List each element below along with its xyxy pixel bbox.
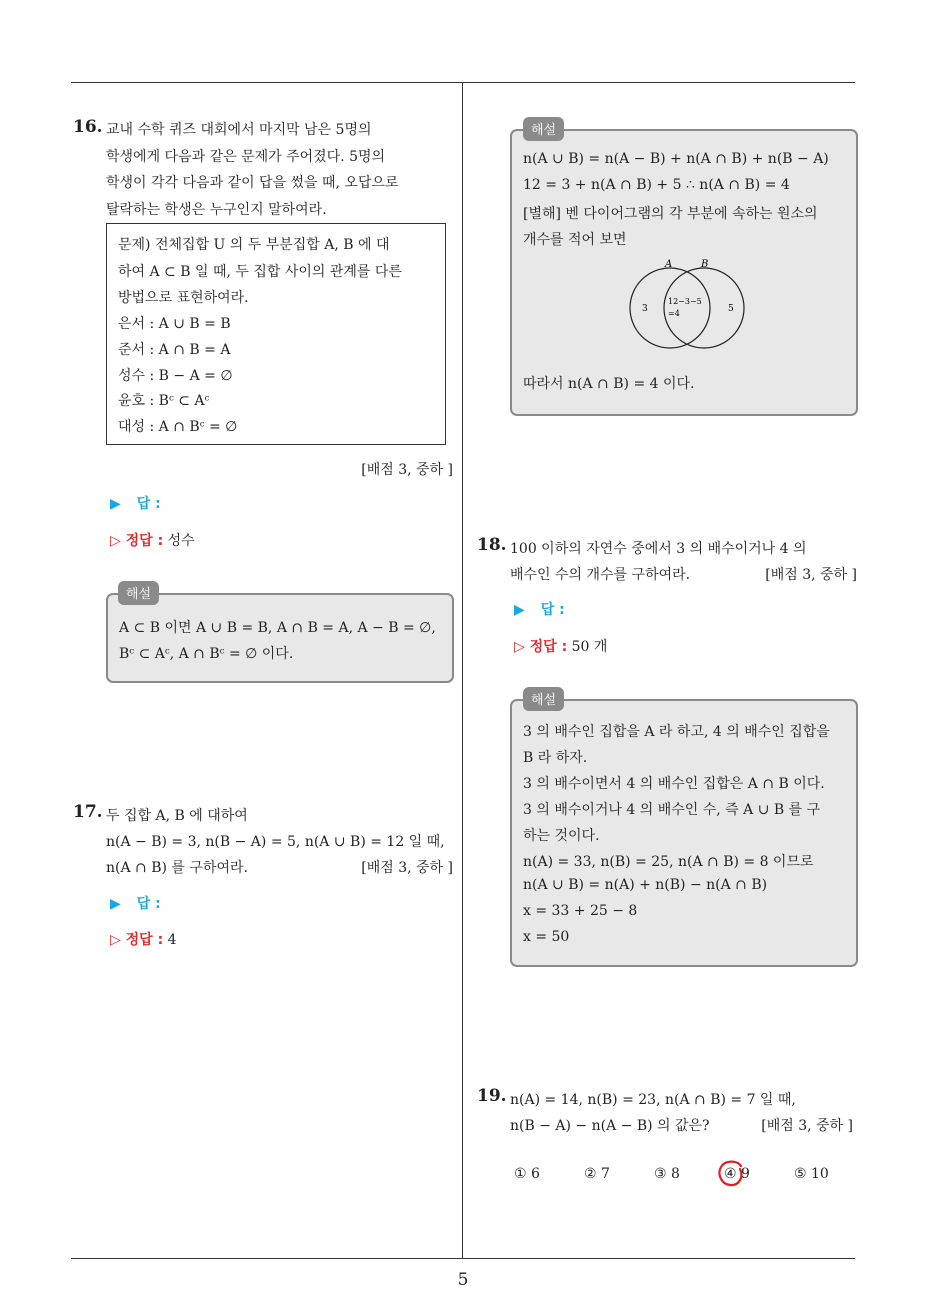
venn-label-a: A xyxy=(665,259,673,270)
q17-expl-conclusion: 따라서 n(A ∩ B) = 4 이다. xyxy=(523,376,695,392)
q18-explanation-box xyxy=(510,699,858,967)
q17-explanation-box xyxy=(510,129,858,416)
q18-expl-line: 하는 것이다. xyxy=(523,828,600,844)
play-triangle-icon: ▶ xyxy=(110,896,121,912)
q18-correct-answer xyxy=(514,636,607,656)
q17-expl-line: 개수를 적어 보면 xyxy=(523,232,627,248)
outline-triangle-icon: ▷ xyxy=(110,932,126,948)
venn-right-count: 5 xyxy=(728,304,734,314)
q18-expl-line: x = 33 + 25 − 8 xyxy=(523,903,638,919)
q19-choice-3[interactable]: ③ 8 xyxy=(654,1166,680,1182)
q17-number: 17. xyxy=(73,802,103,822)
q16-expl-line: A ⊂ B 이면 A ∪ B = B, A ∩ B = A, A − B = ∅, xyxy=(119,620,436,636)
correct-label: 정답 : xyxy=(125,932,164,948)
q18-expl-line: n(A ∪ B) = n(A) + n(B) − n(A ∩ B) xyxy=(523,877,768,893)
q16-box-line: 문제) 전체집합 U 의 두 부분집합 A, B 에 대 xyxy=(118,237,390,253)
q17-correct-answer xyxy=(110,929,177,949)
play-triangle-icon: ▶ xyxy=(110,496,121,512)
q18-expl-line: 3 의 배수인 집합을 A 라 하고, 4 의 배수인 집합을 xyxy=(523,724,830,740)
q16-text-line: 학생이 각각 다음과 같이 답을 썼을 때, 오답으로 xyxy=(106,175,399,191)
q16-explanation-tab: 해설 xyxy=(118,581,159,605)
q18-expl-line: 3 의 배수이면서 4 의 배수인 집합은 A ∩ B 이다. xyxy=(523,776,825,792)
venn-label-b: B xyxy=(701,259,709,270)
q16-box-line: 성수 : B − A = ∅ xyxy=(118,368,233,384)
venn-middle-expr: 12−3−5 xyxy=(668,297,702,306)
q19-choice-2[interactable]: ② 7 xyxy=(584,1166,610,1182)
q18-explanation-tab: 해설 xyxy=(523,687,564,711)
q18-answer-label: ▶ 답 : xyxy=(514,602,565,618)
q18-text-line: 100 이하의 자연수 중에서 3 의 배수이거나 4 의 xyxy=(510,541,807,557)
q16-text-line: 교내 수학 퀴즈 대회에서 마지막 남은 5명의 xyxy=(106,122,372,138)
q16-box-line: 하여 A ⊂ B 일 때, 두 집합 사이의 관계를 다른 xyxy=(118,264,402,280)
q16-answer-label: ▶ 답 : xyxy=(110,496,161,512)
q16-box-line: 윤호 : Bᶜ ⊂ Aᶜ xyxy=(118,393,210,409)
q19-text-line: n(B − A) − n(A − B) 의 값은? xyxy=(510,1118,710,1134)
q17-expl-line: [별해] 벤 다이어그램의 각 부분에 속하는 원소의 xyxy=(523,206,818,222)
q19-text-line: n(A) = 14, n(B) = 23, n(A ∩ B) = 7 일 때, xyxy=(510,1092,796,1108)
q16-number: 16. xyxy=(73,117,103,137)
q17-text-line: n(A − B) = 3, n(B − A) = 5, n(A ∪ B) = 12 일 때, xyxy=(106,834,445,850)
q16-box-line: 대성 : A ∩ Bᶜ = ∅ xyxy=(118,419,238,435)
venn-diagram xyxy=(622,255,752,351)
q16-explanation-box xyxy=(106,593,454,683)
q16-box-line: 은서 : A ∪ B = B xyxy=(118,316,231,332)
play-triangle-icon: ▶ xyxy=(514,602,525,618)
q17-correct-value: 4 xyxy=(167,932,177,948)
q18-text-line: 배수인 수의 개수를 구하여라. xyxy=(510,567,691,583)
venn-middle-result: =4 xyxy=(668,309,680,318)
q16-problem-box xyxy=(106,223,446,445)
top-rule xyxy=(71,82,855,83)
q17-explanation-tab: 해설 xyxy=(523,117,564,141)
q18-number: 18. xyxy=(477,535,507,555)
q16-text-line: 탈락하는 학생은 누구인지 말하여라. xyxy=(106,202,327,218)
outline-triangle-icon: ▷ xyxy=(110,533,126,549)
q16-box-line: 준서 : A ∩ B = A xyxy=(118,342,231,358)
q19-choice-4[interactable]: ④ 9 xyxy=(724,1166,750,1182)
column-divider xyxy=(462,83,463,1259)
selected-answer-mark xyxy=(716,1158,746,1188)
q19-number: 19. xyxy=(477,1086,507,1106)
q17-expl-line: n(A ∪ B) = n(A − B) + n(A ∩ B) + n(B − A) xyxy=(523,151,829,167)
correct-label: 정답 : xyxy=(125,533,164,549)
q16-box-line: 방법으로 표현하여라. xyxy=(118,290,249,306)
page-number: 5 xyxy=(457,1270,469,1290)
q17-text-line: n(A ∩ B) 를 구하여라. xyxy=(106,860,248,876)
q16-score: [배점 3, 중하 ] xyxy=(361,462,453,478)
venn-left-count: 3 xyxy=(642,304,648,314)
q16-correct-value: 성수 xyxy=(167,533,195,549)
outline-triangle-icon: ▷ xyxy=(514,639,530,655)
q17-text-line: 두 집합 A, B 에 대하여 xyxy=(106,808,248,824)
q16-text-line: 학생에게 다음과 같은 문제가 주어졌다. 5명의 xyxy=(106,149,386,165)
correct-label: 정답 : xyxy=(529,639,568,655)
q18-score: [배점 3, 중하 ] xyxy=(765,567,857,583)
q16-expl-line: Bᶜ ⊂ Aᶜ, A ∩ Bᶜ = ∅ 이다. xyxy=(119,646,294,662)
q17-expl-line: 12 = 3 + n(A ∩ B) + 5 ∴ n(A ∩ B) = 4 xyxy=(523,177,790,193)
q19-choice-5[interactable]: ⑤ 10 xyxy=(794,1166,829,1182)
q16-correct-answer xyxy=(110,530,195,550)
q18-correct-value: 50 개 xyxy=(571,639,608,655)
q17-score: [배점 3, 중하 ] xyxy=(361,860,453,876)
q18-expl-line: x = 50 xyxy=(523,929,570,945)
q18-expl-line: B 라 하자. xyxy=(523,750,588,766)
q18-expl-line: n(A) = 33, n(B) = 25, n(A ∩ B) = 8 이므로 xyxy=(523,854,814,870)
q19-choice-1[interactable]: ① 6 xyxy=(514,1166,540,1182)
q17-answer-label: ▶ 답 : xyxy=(110,896,161,912)
bottom-rule xyxy=(71,1258,855,1259)
q18-expl-line: 3 의 배수이거나 4 의 배수인 수, 즉 A ∪ B 를 구 xyxy=(523,802,821,818)
q19-score: [배점 3, 중하 ] xyxy=(761,1118,853,1134)
